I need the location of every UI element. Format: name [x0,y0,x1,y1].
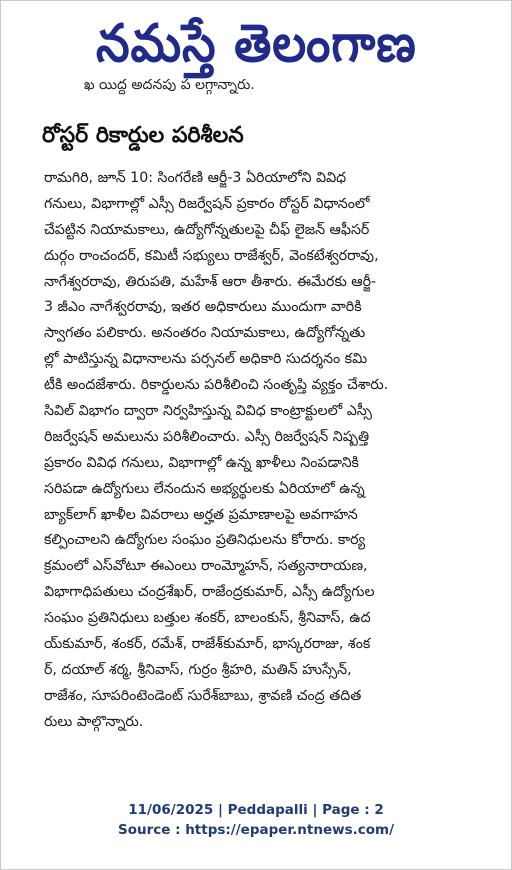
article-line: క్రమంలో ఎస్‌వోటూ ఈఎంలు రాంమ్మోహన్, సత్యనారాయణ, [44,558,368,575]
article-line: రామగిరి, జూన్ 10: సింగరేణి ఆర్జీ-3 ఏరియాలోని వివిధ [44,170,347,186]
article-line: బ్యాక్‌లాగ్ ఖాళీల వివరాలు అర్హత ప్రమాణాలపై అవగాహన [44,506,358,523]
article-line: రిజర్వేషన్ అమలును పరిశీలించారు. ఎస్సీ రిజర్వేషన్ నిష్పత్తి [44,428,370,445]
article-line: రులు పాల్గొన్నారు. [44,713,144,730]
article-line: కల్పించాలని ఉద్యోగుల సంఘం ప్రతినిధులను కోరారు. కార్య [44,532,366,549]
masthead-logo: నమస్తే తెలంగాణ [95,14,417,74]
article-line: ల్లో పాటిస్తున్న విధానాలను పర్సనల్ అధికారి సుదర్శనం కమి [44,351,368,368]
article-line: గనులు, విభాగాల్లో ఎస్సీ రిజర్వేషన్ ప్రకారం రోస్టర్ విధానంలో [44,195,370,212]
article-headline: రోస్టర్ రికార్డుల పరిశీలన [42,123,244,148]
article-line: చేపట్టిన నియామకాలు, ఉద్యోగోన్నతులపై చీఫ్ లైజన్ ఆఫీసర్ [44,221,370,238]
previous-article-cutoff [84,77,294,108]
cutoff-text: ఖ యిద్ద అదనపు ప లగ్గాన్నారు. [84,77,255,93]
article-line: సివిల్ విభాగం ద్వారా నిర్వహిస్తున్న వివిధ కాంట్రాక్టులలో ఎస్సీ [44,403,372,420]
footer-meta: 11/06/2025 | Peddapalli | Page : 2 [128,802,384,818]
article-line: 3 జీఎం నాగేశ్వరరావు, ఇతర అధికారులు ముందుగా వారికి [44,299,362,316]
article-line: నాగేశ్వరరావు, తిరుపతి, మహేశ్ ఆరా తీశారు. ఈమేరకు ఆర్జీ- [44,273,377,290]
footer-source: Source : https://epaper.ntnews.com/ [117,822,395,838]
article-line: రాజేశం, సూపరింటెండెంట్ సురేశ్‌బాబు, శ్రావణి చంద్ర తదిత [44,687,362,704]
article-line: య్‌కుమార్, శంకర్, రమేశ్, రాజేశ్‌కుమార్, భాస్కరరాజు, శంక [44,636,371,653]
article-line: సంఘం ప్రతినిధులు బత్తుల శంకర్, బాలంకుస్, శ్రీనివాస్, ఉద [44,610,371,627]
article-line: విభాగాధిపతులు చంద్రశేఖర్, రాజేంద్రకుమార్, ఎస్సీ ఉద్యోగుల [44,584,375,601]
clipping-footer [0,800,512,840]
article-line: ర్, దయాల్ శర్మ, శ్రీనివాస్, గుర్రం శ్రీహరి, మతిన్ హుస్సేన్, [44,661,352,678]
article-line: టీకి అందజేశారు. రికార్డులను పరిశీలించి సంతృప్తి వ్యక్తం చేశారు. [44,377,389,394]
article-line: దుర్గం రాంచందర్, కమిటీ సభ్యులు రాజేశ్వర్, వెంకటేశ్వరరావు, [44,247,379,264]
article-line: స్వాగతం పలికారు. అనంతరం నియామకాలు, ఉద్యోగోన్నతు [44,325,366,342]
article-body [44,166,489,736]
newspaper-masthead [0,4,512,88]
article-line: ప్రకారం వివిధ గనులు, విభాగాల్లో ఉన్న ఖాళీలు నింపడానికి [44,454,359,471]
article-line: సరిపడా ఉద్యోగులు లేనందున అభ్యర్థులకు ఏరియాలో ఉన్న [44,480,365,497]
